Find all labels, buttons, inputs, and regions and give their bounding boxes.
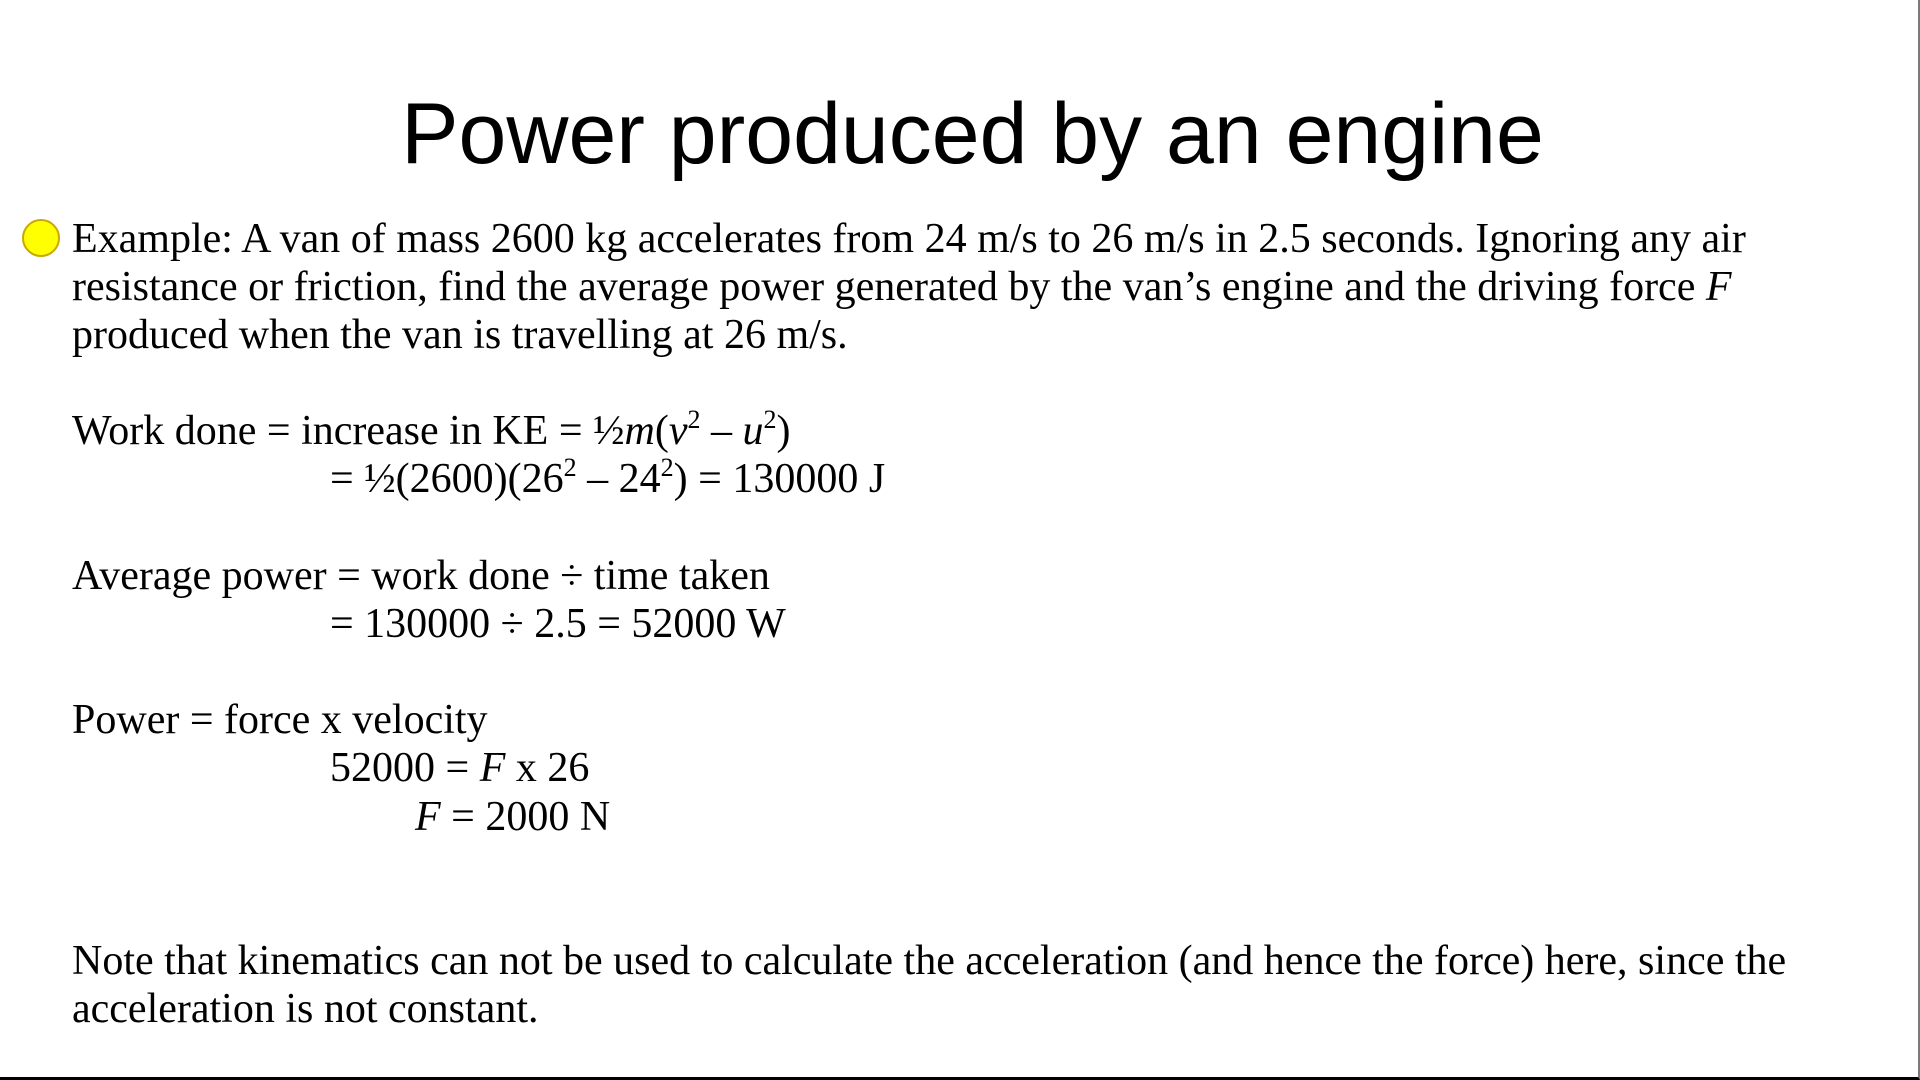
example-line-2-text: resistance or friction, find the average power generated by the van’s engine and the driving force	[72, 264, 1696, 310]
exponent: 2	[687, 405, 701, 434]
slide-title: Power produced by an engine	[401, 86, 1544, 182]
force-variable: F	[415, 794, 441, 840]
exponent: 2	[563, 453, 577, 482]
note-line-2: acceleration is not constant.	[72, 986, 539, 1032]
work-calc-b: – 24	[576, 456, 661, 502]
force-line-3	[415, 793, 610, 841]
force-calc-a: 52000 =	[330, 745, 480, 791]
average-power-line-1: Average power = work done ÷ time taken	[72, 553, 770, 599]
paren-close: )	[776, 408, 791, 454]
mass-variable: m	[624, 408, 655, 454]
force-line-1: Power = force x velocity	[72, 697, 488, 743]
example-line-3: produced when the van is travelling at 26 m/s.	[72, 312, 848, 358]
velocity-variable: v	[668, 408, 688, 454]
note-line-1: Note that kinematics can not be used to calculate the acceleration (and hence the force) here, since the	[72, 938, 1787, 984]
paren-open: (	[654, 408, 669, 454]
example-line-2	[72, 263, 1732, 311]
minus-sign: –	[700, 408, 743, 454]
force-result: = 2000 N	[440, 794, 611, 840]
example-line-1: Example: A van of mass 2600 kg accelerates from 24 m/s to 26 m/s in 2.5 seconds. Ignoring any air	[72, 216, 1746, 262]
bullet-marker-icon	[22, 219, 60, 257]
work-done-line-1	[72, 407, 791, 455]
work-done-line-2	[330, 455, 885, 503]
force-variable: F	[479, 745, 506, 791]
force-line-2	[330, 744, 589, 792]
force-variable: F	[1705, 264, 1732, 310]
exponent: 2	[763, 405, 777, 434]
work-calc-c: ) = 130000 J	[673, 456, 886, 502]
force-calc-b: x 26	[505, 745, 590, 791]
average-power-line-2: = 130000 ÷ 2.5 = 52000 W	[330, 601, 786, 647]
work-calc-a: = ½(2600)(26	[330, 456, 564, 502]
work-lead: Work done = increase in KE = ½	[72, 408, 625, 454]
initial-velocity-variable: u	[742, 408, 764, 454]
exponent: 2	[660, 453, 674, 482]
